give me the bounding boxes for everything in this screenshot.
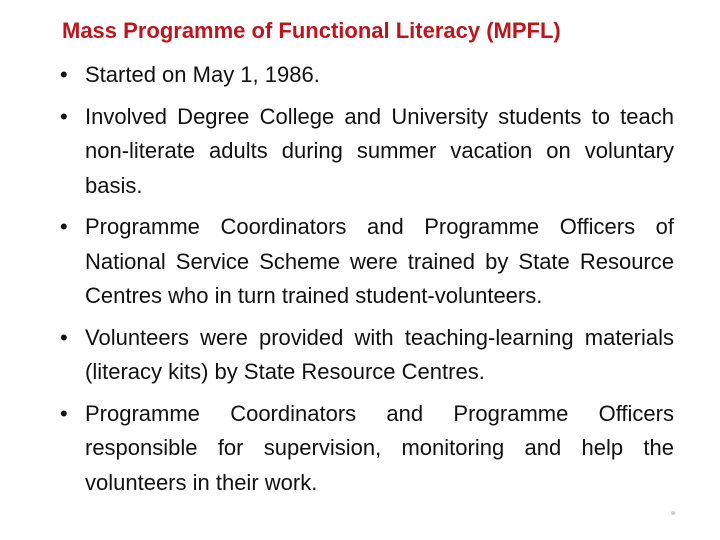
bullet-text: Programme Coordinators and Programme Officers of National Service Scheme were trained by State Resource Centres who in turn trained student-volunteers. bbox=[85, 214, 674, 308]
bullet-text: Started on May 1, 1986. bbox=[85, 62, 320, 87]
bullet-icon: • bbox=[60, 62, 68, 87]
bullet-list bbox=[60, 58, 674, 507]
bullet-item bbox=[60, 321, 674, 390]
bullet-item bbox=[60, 58, 674, 93]
bullet-item bbox=[60, 210, 674, 314]
bullet-item bbox=[60, 397, 674, 501]
bullet-text: Volunteers were provided with teaching-learning materials (literacy kits) by State Resource Centres. bbox=[85, 324, 674, 384]
bullet-icon: • bbox=[60, 103, 68, 129]
bullet-icon: • bbox=[60, 214, 68, 239]
page-marker-dot bbox=[671, 511, 675, 515]
slide-title: Mass Programme of Functional Literacy (MPFL) bbox=[62, 18, 561, 43]
bullet-icon: • bbox=[60, 324, 68, 350]
bullet-text: Programme Coordinators and Programme Officers responsible for supervision, monitoring and help the volunteers in their work. bbox=[85, 400, 674, 495]
bullet-text: Involved Degree College and University students to teach non-literate adults during summer vacation on voluntary basis. bbox=[85, 103, 674, 198]
bullet-item bbox=[60, 100, 674, 204]
bullet-icon: • bbox=[60, 400, 68, 426]
